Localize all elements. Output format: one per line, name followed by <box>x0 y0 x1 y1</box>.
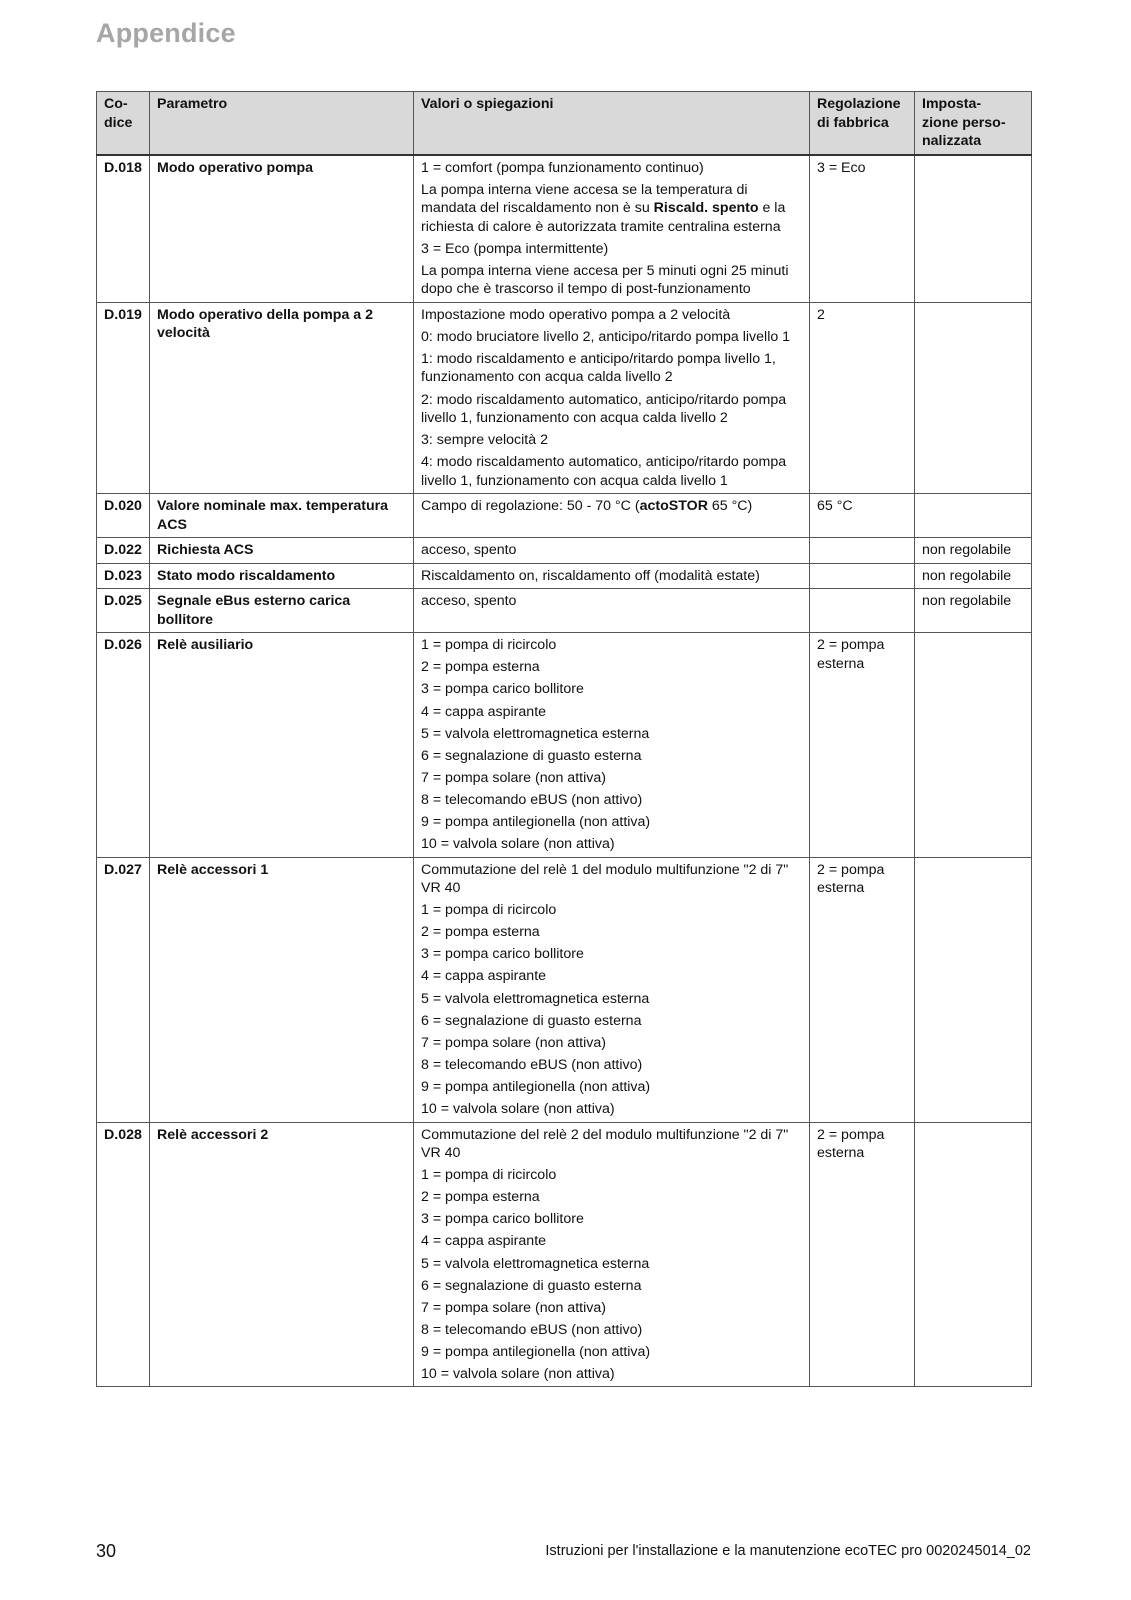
value-text: acceso, spento <box>421 542 517 559</box>
value-line <box>421 945 802 964</box>
value-line <box>421 431 802 450</box>
value-line <box>421 813 802 832</box>
value-text: 1 = pompa di ricircolo <box>421 1167 557 1184</box>
value-line <box>421 901 802 920</box>
value-line <box>421 861 802 898</box>
value-line <box>421 769 802 788</box>
cell-factory-setting <box>810 563 915 589</box>
cell-custom-setting <box>915 494 1032 538</box>
cell-values <box>414 155 810 303</box>
cell-factory-setting: 65 °C <box>810 494 915 538</box>
value-line <box>421 1034 802 1053</box>
value-line <box>421 703 802 722</box>
value-text: 0: modo bruciatore livello 2, anticipo/ritardo pompa livello 1 <box>421 328 791 345</box>
value-line <box>421 791 802 810</box>
value-text: 4 = cappa aspirante <box>421 1233 547 1250</box>
value-text: e la richiesta di calore è autorizzata tramite centralina esterna <box>421 200 786 235</box>
value-line <box>421 1232 802 1251</box>
table-row <box>97 589 1032 633</box>
value-line <box>421 541 802 560</box>
value-line <box>421 1365 802 1384</box>
value-line <box>421 1166 802 1185</box>
cell-values <box>414 1122 810 1387</box>
cell-parameter: Modo operativo della pompa a 2 velocità <box>150 302 414 493</box>
value-text: 6 = segnalazione di guasto esterna <box>421 747 642 764</box>
header-row <box>97 92 1032 155</box>
value-line <box>421 1078 802 1097</box>
value-text: 1 = pompa di ricircolo <box>421 902 557 919</box>
value-text: 2 = pompa esterna <box>421 1189 540 1206</box>
value-text-bold: actoSTOR <box>639 498 708 515</box>
value-line <box>421 1321 802 1340</box>
table-row <box>97 857 1032 1122</box>
table-row <box>97 563 1032 589</box>
cell-values <box>414 589 810 633</box>
value-text: Campo di regolazione: 50 - 70 °C ( <box>421 498 640 515</box>
value-line <box>421 453 802 490</box>
value-line <box>421 306 802 325</box>
value-line <box>421 658 802 677</box>
value-text: 2: modo riscaldamento automatico, anticipo/ritardo pompa livello 1, funzionamento con acqua calda livello 2 <box>421 391 787 427</box>
value-line <box>421 1343 802 1362</box>
value-text: 6 = segnalazione di guasto esterna <box>421 1277 642 1294</box>
value-text: 2 = pompa esterna <box>421 924 540 941</box>
table-row <box>97 302 1032 493</box>
cell-custom-setting <box>915 302 1032 493</box>
cell-custom-setting <box>915 857 1032 1122</box>
value-text: 3 = pompa carico bollitore <box>421 946 584 963</box>
cell-code: D.027 <box>97 857 150 1122</box>
cell-custom-setting: non regolabile <box>915 589 1032 633</box>
value-text: 7 = pompa solare (non attiva) <box>421 769 606 786</box>
cell-parameter: Stato modo riscaldamento <box>150 563 414 589</box>
header-values: Valori o spiegazioni <box>414 92 810 155</box>
cell-values <box>414 494 810 538</box>
page-title: Appendice <box>96 18 236 48</box>
value-line <box>421 1126 802 1163</box>
value-line <box>421 262 802 299</box>
cell-values <box>414 302 810 493</box>
value-text: 7 = pompa solare (non attiva) <box>421 1034 606 1051</box>
cell-code: D.026 <box>97 633 150 857</box>
cell-custom-setting <box>915 1122 1032 1387</box>
value-text: 3 = Eco (pompa intermittente) <box>421 240 609 257</box>
table-row <box>97 538 1032 564</box>
table-row <box>97 1122 1032 1387</box>
cell-custom-setting <box>915 633 1032 857</box>
value-line <box>421 350 802 387</box>
value-text: 10 = valvola solare (non attiva) <box>421 836 615 853</box>
header-factory-setting: Regolazione di fabbrica <box>810 92 915 155</box>
value-text: 4 = cappa aspirante <box>421 968 547 985</box>
value-line <box>421 1210 802 1229</box>
value-text: 4 = cappa aspirante <box>421 703 547 720</box>
cell-values <box>414 563 810 589</box>
value-text: Commutazione del relè 1 del modulo multifunzione "2 di 7" VR 40 <box>421 861 789 897</box>
value-line <box>421 923 802 942</box>
value-text: 9 = pompa antilegionella (non attiva) <box>421 1343 651 1360</box>
value-line <box>421 680 802 699</box>
cell-code: D.028 <box>97 1122 150 1387</box>
table-row <box>97 633 1032 857</box>
value-text: 7 = pompa solare (non attiva) <box>421 1299 606 1316</box>
value-text: 5 = valvola elettromagnetica esterna <box>421 990 650 1007</box>
cell-parameter: Segnale eBus esterno carica bollitore <box>150 589 414 633</box>
cell-custom-setting: non regolabile <box>915 563 1032 589</box>
cell-custom-setting: non regolabile <box>915 538 1032 564</box>
value-line <box>421 835 802 854</box>
cell-factory-setting <box>810 538 915 564</box>
value-line <box>421 967 802 986</box>
cell-factory-setting <box>810 589 915 633</box>
cell-values <box>414 633 810 857</box>
cell-parameter: Modo operativo pompa <box>150 155 414 303</box>
cell-factory-setting: 2 = pompa esterna <box>810 633 915 857</box>
value-text: 4: modo riscaldamento automatico, anticipo/ritardo pompa livello 1, funzionamento con acqua calda livello 1 <box>421 454 787 489</box>
cell-code: D.025 <box>97 589 150 633</box>
value-text: 9 = pompa antilegionella (non attiva) <box>421 1078 651 1095</box>
value-line <box>421 1277 802 1296</box>
cell-parameter: Relè accessori 2 <box>150 1122 414 1387</box>
cell-factory-setting: 2 <box>810 302 915 493</box>
cell-factory-setting: 2 = pompa esterna <box>810 857 915 1122</box>
value-line <box>421 567 802 586</box>
value-text: 3 = pompa carico bollitore <box>421 681 584 698</box>
value-text: Impostazione modo operativo pompa a 2 velocità <box>421 306 731 323</box>
value-line <box>421 240 802 259</box>
header-code: Co- dice <box>97 92 150 155</box>
value-line <box>421 159 802 178</box>
value-line <box>421 1012 802 1031</box>
value-text: 1 = pompa di ricircolo <box>421 637 557 654</box>
value-text: 8 = telecomando eBUS (non attivo) <box>421 1056 643 1073</box>
cell-parameter: Relè accessori 1 <box>150 857 414 1122</box>
value-text: 8 = telecomando eBUS (non attivo) <box>421 791 643 808</box>
table-header <box>97 92 1032 155</box>
value-text: 3: sempre velocità 2 <box>421 432 548 449</box>
cell-code: D.022 <box>97 538 150 564</box>
value-line <box>421 391 802 428</box>
value-text: 9 = pompa antilegionella (non attiva) <box>421 814 651 830</box>
value-text: 10 = valvola solare (non attiva) <box>421 1101 615 1118</box>
value-line <box>421 1255 802 1274</box>
value-line <box>421 181 802 237</box>
value-text: 10 = valvola solare (non attiva) <box>421 1365 615 1382</box>
cell-code: D.023 <box>97 563 150 589</box>
value-text-bold: Riscald. spento <box>653 200 759 217</box>
document-footer: Istruzioni per l'installazione e la manutenzione ecoTEC pro 0020245014_02 <box>545 1543 1031 1559</box>
header-custom-setting: Imposta- zione perso- nalizzata <box>915 92 1032 155</box>
cell-code: D.020 <box>97 494 150 538</box>
value-text: 65 °C) <box>707 498 753 515</box>
header-parameter: Parametro <box>150 92 414 155</box>
table-row <box>97 155 1032 303</box>
value-text: 5 = valvola elettromagnetica esterna <box>421 725 650 742</box>
value-line <box>421 1100 802 1119</box>
page-number: 30 <box>96 1541 117 1561</box>
value-text: 5 = valvola elettromagnetica esterna <box>421 1255 650 1272</box>
value-line <box>421 990 802 1009</box>
cell-code: D.018 <box>97 155 150 303</box>
value-line <box>421 592 802 611</box>
parameter-table <box>96 91 1032 1387</box>
value-text: 6 = segnalazione di guasto esterna <box>421 1012 642 1029</box>
value-line <box>421 1299 802 1318</box>
value-text: La pompa interna viene accesa se la temperatura di mandata del riscaldamento non è su <box>421 181 748 217</box>
value-text: Commutazione del relè 2 del modulo multifunzione "2 di 7" VR 40 <box>421 1126 789 1162</box>
value-text: 1: modo riscaldamento e anticipo/ritardo pompa livello 1, funzionamento con acqua calda livello 2 <box>421 350 776 386</box>
value-text: acceso, spento <box>421 593 517 610</box>
cell-parameter: Relè ausiliario <box>150 633 414 857</box>
cell-parameter: Valore nominale max. temperatura ACS <box>150 494 414 538</box>
value-text: 3 = pompa carico bollitore <box>421 1211 584 1228</box>
value-line <box>421 747 802 766</box>
cell-factory-setting: 3 = Eco <box>810 155 915 303</box>
cell-values <box>414 857 810 1122</box>
value-text: Riscaldamento on, riscaldamento off (modalità estate) <box>421 567 760 584</box>
cell-code: D.019 <box>97 302 150 493</box>
value-line <box>421 497 802 516</box>
value-text: 8 = telecomando eBUS (non attivo) <box>421 1321 643 1338</box>
table-body <box>97 155 1032 1387</box>
value-text: 1 = comfort (pompa funzionamento continuo) <box>421 159 704 176</box>
value-text: 2 = pompa esterna <box>421 659 540 676</box>
cell-values <box>414 538 810 564</box>
value-line <box>421 1056 802 1075</box>
value-line <box>421 1188 802 1207</box>
value-line <box>421 636 802 655</box>
value-text: La pompa interna viene accesa per 5 minuti ogni 25 minuti dopo che è trascorso il tempo di post-funzionamento <box>421 262 789 298</box>
cell-parameter: Richiesta ACS <box>150 538 414 564</box>
value-line <box>421 725 802 744</box>
table-row <box>97 494 1032 538</box>
cell-factory-setting: 2 = pompa esterna <box>810 1122 915 1387</box>
value-line <box>421 328 802 347</box>
cell-custom-setting <box>915 155 1032 303</box>
